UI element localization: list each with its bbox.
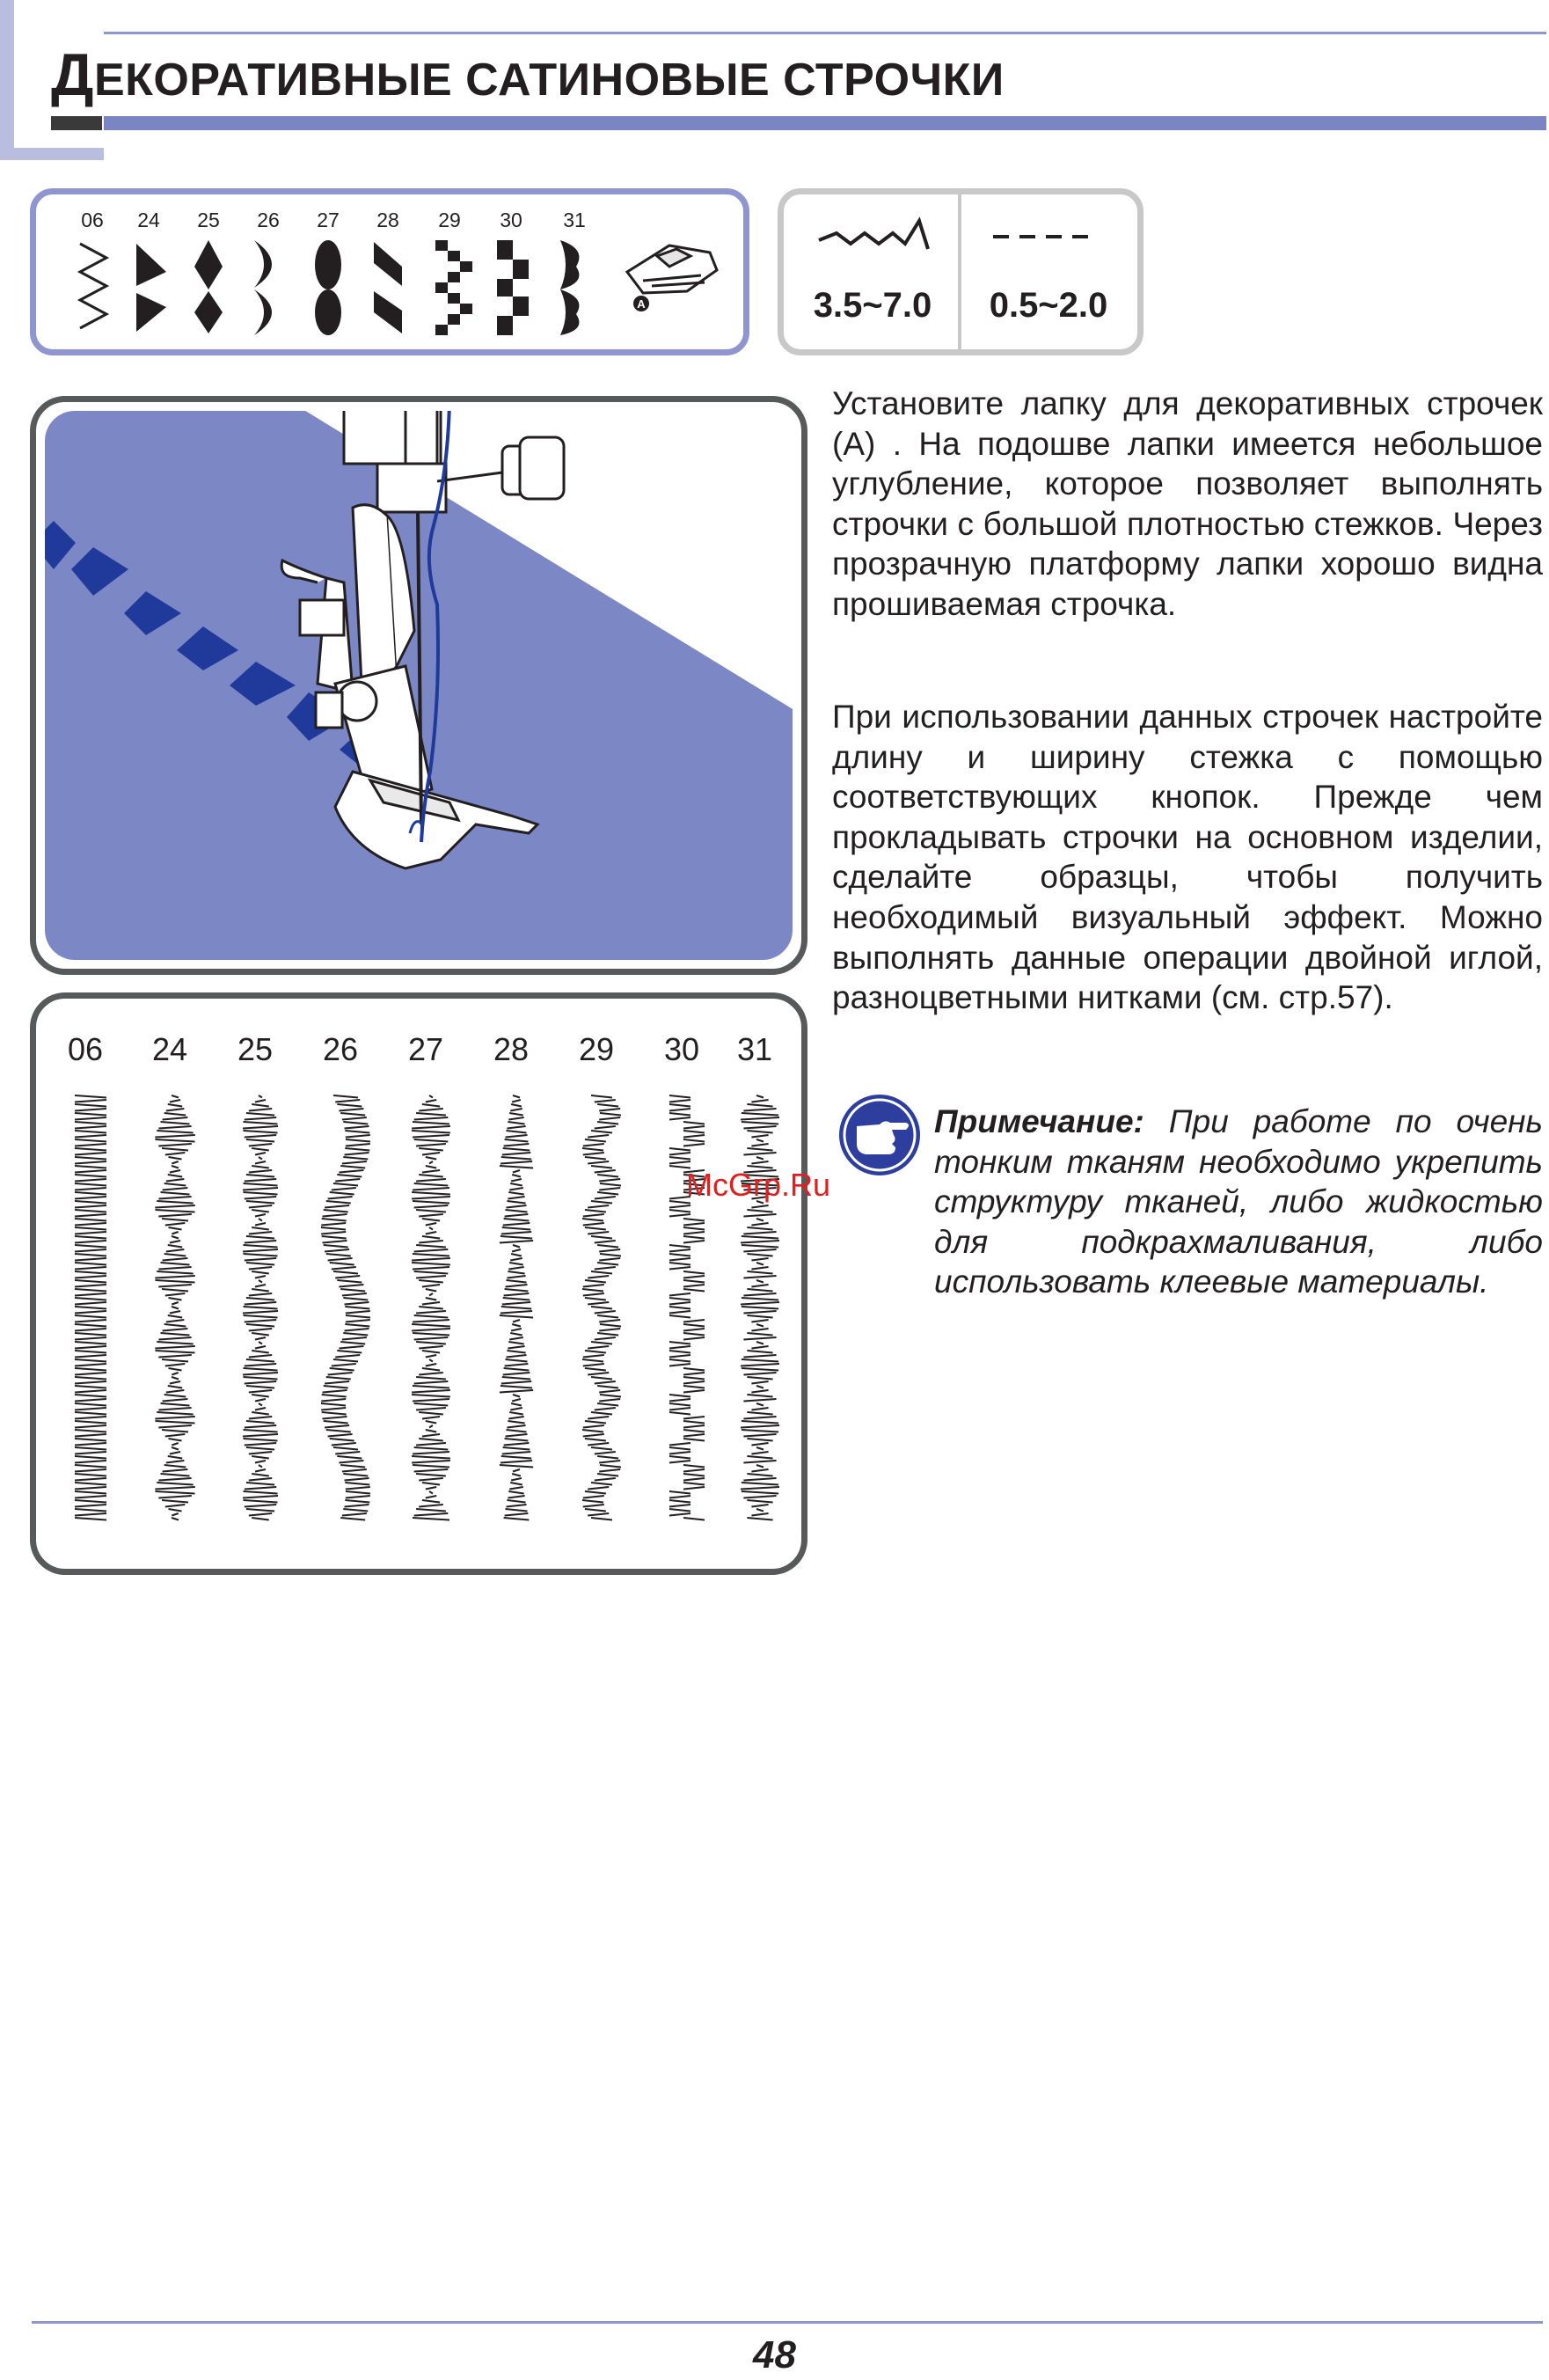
pattern-icons: [36, 194, 743, 349]
stitch-width-value: 3.5~7.0: [813, 286, 932, 325]
pattern-25-icon: [194, 240, 223, 333]
pattern-number: 24: [137, 209, 160, 231]
stitch-sample-line: [321, 1095, 370, 1520]
settings-icons: [784, 194, 1137, 349]
stitch-length-value: 0.5~2.0: [989, 286, 1108, 325]
pattern-number: 29: [438, 209, 461, 231]
stitch-sample-line: [669, 1095, 705, 1520]
stitch-sample-line: [412, 1095, 450, 1520]
stitch-sample-column: [500, 1095, 533, 1520]
footer-line: [32, 2321, 1543, 2324]
page-title-initial: Д: [51, 41, 94, 108]
sewing-illustration: [36, 402, 801, 969]
pattern-number: 28: [376, 209, 399, 231]
stitch-sample-line: [582, 1095, 621, 1520]
sewing-illustration-panel: [30, 396, 807, 975]
pattern-number: 27: [317, 209, 340, 231]
stitch-width-icon: [819, 221, 928, 249]
note-text: [934, 1102, 1543, 1302]
sample-number: 25: [237, 1031, 274, 1067]
stitch-sample-column: [412, 1095, 450, 1520]
sample-number: 31: [736, 1031, 773, 1067]
sample-number: 06: [67, 1031, 104, 1067]
stitch-sample-line: [243, 1095, 278, 1520]
stitch-patterns-panel: [30, 188, 749, 355]
stitch-sample-column: [243, 1095, 278, 1520]
header-top-line: [104, 32, 1546, 34]
watermark: McGrp.Ru: [686, 1167, 831, 1203]
pattern-27-icon: [315, 240, 341, 335]
pointing-hand-icon: [837, 1093, 922, 1177]
stitch-settings-panel: [778, 188, 1143, 355]
pattern-06-icon: [80, 244, 106, 328]
foot-label: A: [637, 297, 646, 311]
stitch-sample-line: [500, 1095, 533, 1520]
sample-number: 27: [407, 1031, 444, 1067]
header-underline-bar: [104, 116, 1546, 130]
sample-number: 24: [151, 1031, 188, 1067]
stitch-sample-column: [321, 1095, 370, 1520]
pattern-number: 26: [257, 209, 280, 231]
sample-number: 26: [322, 1031, 359, 1067]
note-label: Примечание:: [934, 1103, 1144, 1139]
stitch-sample-column: [741, 1095, 779, 1520]
stitch-sample-line: [155, 1095, 195, 1520]
instruction-paragraph-1: Установите лапку для декоративных строчек (A) . На подошве лапки имеется небольшое углубление, которое позволяет выполнять строчки с большой плотностью стежков. Через прозрачную платформу лапки хорошо видна прошиваемая строчка.: [832, 385, 1543, 622]
pattern-26-icon: [254, 240, 272, 335]
pattern-24-icon: [136, 244, 166, 332]
page-number: 48: [753, 2333, 796, 2376]
stitch-samples: [36, 999, 801, 1569]
pattern-29-icon: [435, 240, 472, 335]
page-title: [51, 40, 1005, 109]
sample-number: 28: [493, 1031, 530, 1067]
pattern-number: 06: [81, 209, 104, 231]
pattern-number: 25: [197, 209, 220, 231]
pattern-28-icon: [374, 242, 402, 333]
stitch-sample-column: [75, 1095, 106, 1520]
stitch-samples-panel: [30, 992, 807, 1575]
stitch-sample-column: [582, 1095, 621, 1520]
pattern-number: 31: [563, 209, 586, 231]
page-title-rest: ЕКОРАТИВНЫЕ САТИНОВЫЕ СТРОЧКИ: [93, 55, 1005, 106]
stitch-sample-column: [669, 1095, 705, 1520]
pattern-30-icon: [497, 240, 529, 335]
pattern-31-icon: [560, 240, 579, 335]
presser-foot-icon: [627, 245, 717, 293]
header-underline-accent: [51, 116, 102, 130]
sample-number: 29: [578, 1031, 615, 1067]
instruction-paragraph-2: При использовании данных строчек настройте длину и ширину стежка с помощью соответствующих кнопок. Прежде чем прокладывать строчки на основном изделии, сделайте образцы, чтобы получить необходимый визуальный эффект. Можно выполнять данные операции двойной иглой, разноцветными нитками (см. стр.57).: [832, 699, 1543, 1016]
stitch-sample-column: [155, 1095, 195, 1520]
stitch-sample-line: [741, 1095, 779, 1520]
pattern-number: 30: [500, 209, 522, 231]
note-body: При работе по очень тонким тканям необходимо укрепить структуру тканей, либо жидкостью для подкрахмаливания, либо использовать клеевые материалы.: [934, 1103, 1543, 1300]
sample-number: 30: [663, 1031, 700, 1067]
stitch-sample-line: [75, 1095, 106, 1520]
